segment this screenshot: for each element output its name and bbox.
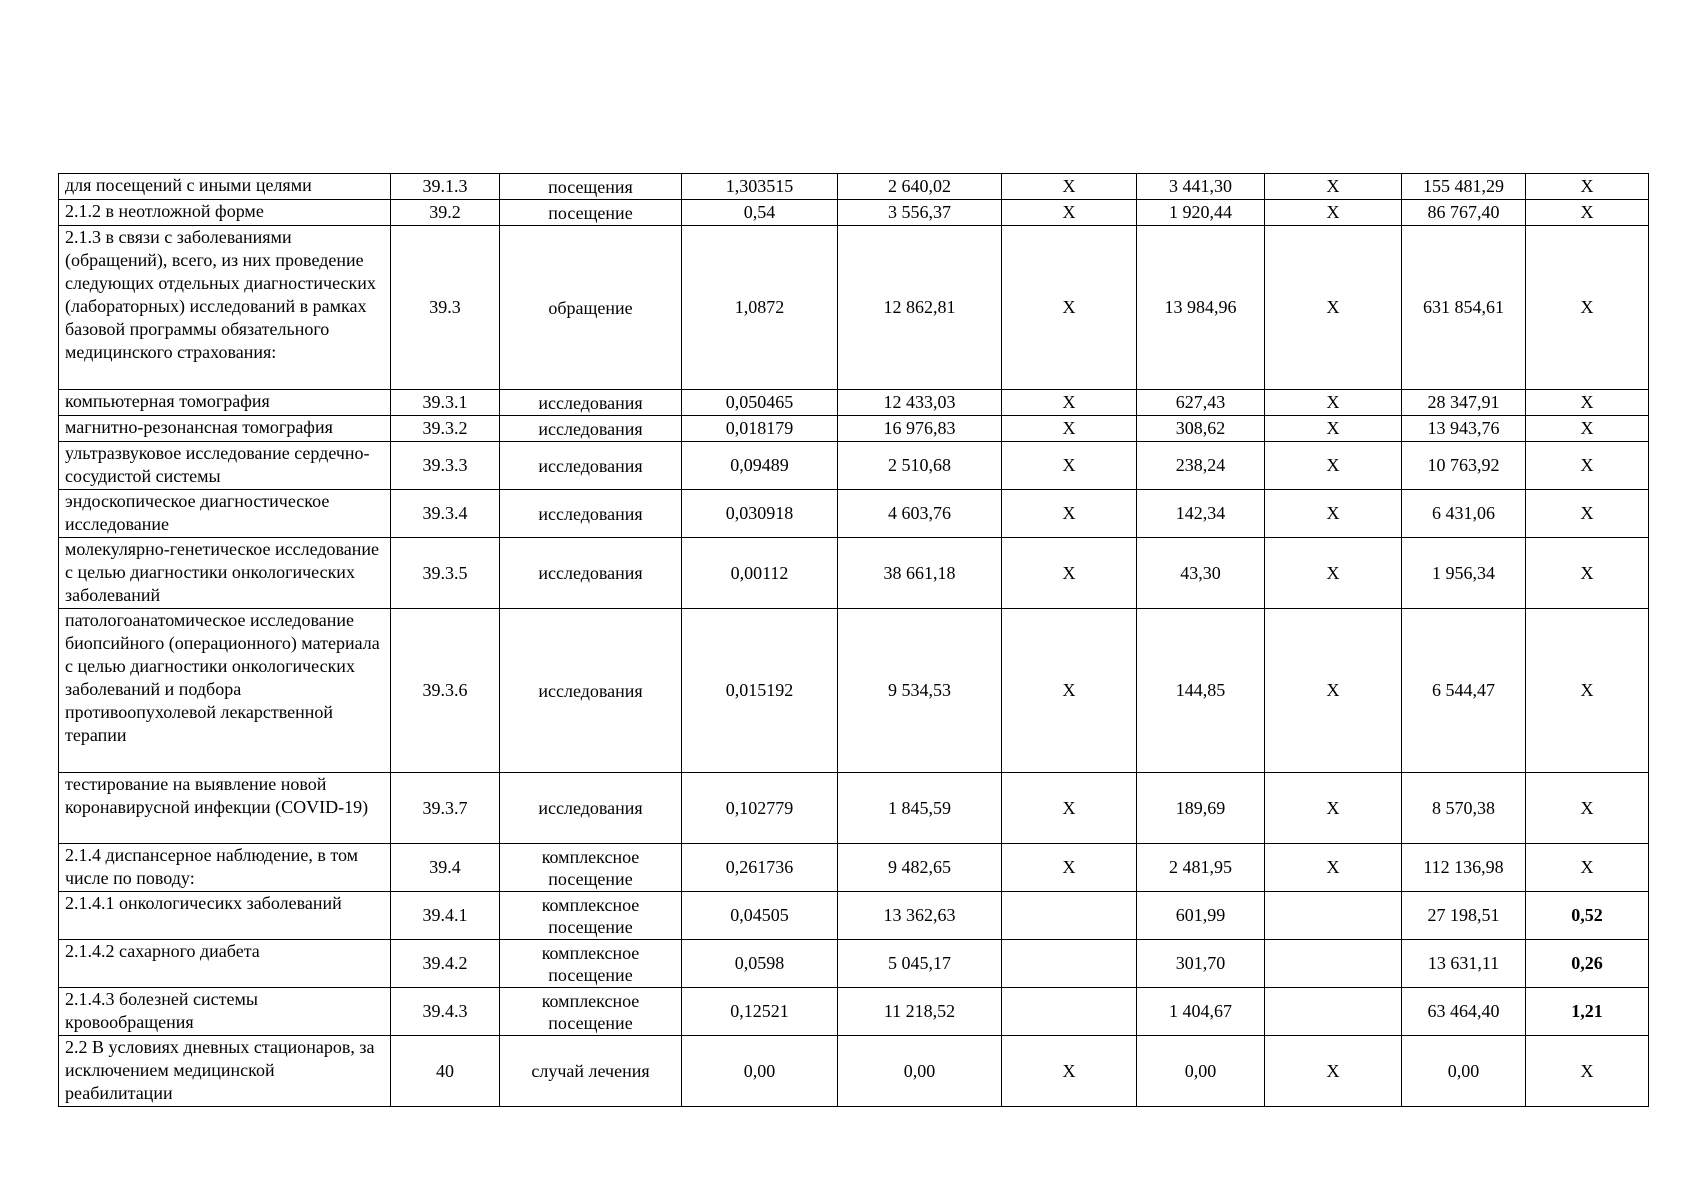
row-code-cell: 39.1.3 xyxy=(391,174,500,200)
oms-cost-cell: 238,24 xyxy=(1137,442,1265,490)
oms-total-cell: 63 464,40 xyxy=(1402,988,1526,1036)
budget-cost-cell: X xyxy=(1002,538,1137,609)
unit-cell: исследования xyxy=(500,442,682,490)
share-cell: X xyxy=(1526,226,1649,390)
cost-norm-cell: 12 433,03 xyxy=(838,390,1002,416)
indicator-name-cell: патологоанатомическое исследование биопсийного (операционного) материала с целью диагностики онкологических заболеваний и подбора противоопухолевой лекарственной терапии xyxy=(59,609,391,773)
budget-total-cell: X xyxy=(1265,538,1402,609)
unit-cell: комплексное посещение xyxy=(500,988,682,1036)
unit-cell: комплексное посещение xyxy=(500,892,682,940)
table-row xyxy=(59,773,1649,844)
unit-cell: посещения xyxy=(500,174,682,200)
share-cell: 1,21 xyxy=(1526,988,1649,1036)
share-cell: X xyxy=(1526,390,1649,416)
table-row xyxy=(59,1036,1649,1107)
volume-norm-cell: 0,12521 xyxy=(682,988,838,1036)
budget-cost-cell: X xyxy=(1002,200,1137,226)
budget-cost-cell: X xyxy=(1002,490,1137,538)
table-row xyxy=(59,538,1649,609)
oms-total-cell: 0,00 xyxy=(1402,1036,1526,1107)
share-cell: X xyxy=(1526,416,1649,442)
oms-cost-cell: 601,99 xyxy=(1137,892,1265,940)
share-cell: X xyxy=(1526,200,1649,226)
budget-total-cell: X xyxy=(1265,226,1402,390)
row-code-cell: 39.4.3 xyxy=(391,988,500,1036)
cost-norm-cell: 4 603,76 xyxy=(838,490,1002,538)
oms-cost-cell: 144,85 xyxy=(1137,609,1265,773)
oms-cost-cell: 308,62 xyxy=(1137,416,1265,442)
table-row xyxy=(59,940,1649,988)
oms-total-cell: 631 854,61 xyxy=(1402,226,1526,390)
volume-norm-cell: 0,030918 xyxy=(682,490,838,538)
row-code-cell: 39.4.1 xyxy=(391,892,500,940)
share-cell: X xyxy=(1526,773,1649,844)
volume-norm-cell: 0,09489 xyxy=(682,442,838,490)
indicator-name-cell: 2.2 В условиях дневных стационаров, за исключением медицинской реабилитации xyxy=(59,1036,391,1107)
tariff-table xyxy=(58,173,1649,1107)
oms-cost-cell: 2 481,95 xyxy=(1137,844,1265,892)
cost-norm-cell: 5 045,17 xyxy=(838,940,1002,988)
oms-cost-cell: 3 441,30 xyxy=(1137,174,1265,200)
unit-cell: комплексное посещение xyxy=(500,844,682,892)
table-row xyxy=(59,892,1649,940)
indicator-name-cell: 2.1.3 в связи с заболеваниями (обращений), всего, из них проведение следующих отдельных диагностических (лабораторных) исследований в рамках базовой программы обязательного медицинского страхования: xyxy=(59,226,391,390)
unit-cell: исследования xyxy=(500,773,682,844)
budget-cost-cell xyxy=(1002,940,1137,988)
cost-norm-cell: 38 661,18 xyxy=(838,538,1002,609)
volume-norm-cell: 0,00112 xyxy=(682,538,838,609)
volume-norm-cell: 0,04505 xyxy=(682,892,838,940)
budget-total-cell: X xyxy=(1265,1036,1402,1107)
row-code-cell: 39.3 xyxy=(391,226,500,390)
row-code-cell: 39.3.4 xyxy=(391,490,500,538)
oms-total-cell: 155 481,29 xyxy=(1402,174,1526,200)
table-row xyxy=(59,226,1649,390)
oms-cost-cell: 1 404,67 xyxy=(1137,988,1265,1036)
cost-norm-cell: 2 510,68 xyxy=(838,442,1002,490)
volume-norm-cell: 0,015192 xyxy=(682,609,838,773)
table-row xyxy=(59,416,1649,442)
budget-total-cell xyxy=(1265,940,1402,988)
budget-total-cell: X xyxy=(1265,609,1402,773)
budget-cost-cell xyxy=(1002,988,1137,1036)
row-code-cell: 39.3.2 xyxy=(391,416,500,442)
oms-cost-cell: 0,00 xyxy=(1137,1036,1265,1107)
cost-norm-cell: 3 556,37 xyxy=(838,200,1002,226)
table-body xyxy=(59,174,1649,1107)
budget-cost-cell: X xyxy=(1002,174,1137,200)
oms-cost-cell: 189,69 xyxy=(1137,773,1265,844)
oms-total-cell: 27 198,51 xyxy=(1402,892,1526,940)
budget-cost-cell xyxy=(1002,892,1137,940)
volume-norm-cell: 0,0598 xyxy=(682,940,838,988)
volume-norm-cell: 0,00 xyxy=(682,1036,838,1107)
volume-norm-cell: 0,261736 xyxy=(682,844,838,892)
cost-norm-cell: 2 640,02 xyxy=(838,174,1002,200)
indicator-name-cell: для посещений с иными целями xyxy=(59,174,391,200)
table-row xyxy=(59,174,1649,200)
row-code-cell: 40 xyxy=(391,1036,500,1107)
oms-total-cell: 28 347,91 xyxy=(1402,390,1526,416)
oms-cost-cell: 627,43 xyxy=(1137,390,1265,416)
share-cell: 0,52 xyxy=(1526,892,1649,940)
table-row xyxy=(59,200,1649,226)
row-code-cell: 39.3.7 xyxy=(391,773,500,844)
indicator-name-cell: тестирование на выявление новой коронавирусной инфекции (COVID-19) xyxy=(59,773,391,844)
table-row xyxy=(59,988,1649,1036)
oms-cost-cell: 13 984,96 xyxy=(1137,226,1265,390)
share-cell: X xyxy=(1526,538,1649,609)
row-code-cell: 39.4 xyxy=(391,844,500,892)
cost-norm-cell: 11 218,52 xyxy=(838,988,1002,1036)
unit-cell: исследования xyxy=(500,538,682,609)
cost-norm-cell: 0,00 xyxy=(838,1036,1002,1107)
budget-cost-cell: X xyxy=(1002,844,1137,892)
cost-norm-cell: 9 534,53 xyxy=(838,609,1002,773)
volume-norm-cell: 1,303515 xyxy=(682,174,838,200)
share-cell: X xyxy=(1526,174,1649,200)
cost-norm-cell: 13 362,63 xyxy=(838,892,1002,940)
budget-total-cell: X xyxy=(1265,416,1402,442)
budget-total-cell: X xyxy=(1265,442,1402,490)
volume-norm-cell: 0,018179 xyxy=(682,416,838,442)
oms-total-cell: 1 956,34 xyxy=(1402,538,1526,609)
budget-total-cell: X xyxy=(1265,200,1402,226)
table-row xyxy=(59,390,1649,416)
row-code-cell: 39.4.2 xyxy=(391,940,500,988)
unit-cell: обращение xyxy=(500,226,682,390)
budget-cost-cell: X xyxy=(1002,390,1137,416)
cost-norm-cell: 1 845,59 xyxy=(838,773,1002,844)
oms-total-cell: 13 631,11 xyxy=(1402,940,1526,988)
volume-norm-cell: 1,0872 xyxy=(682,226,838,390)
oms-cost-cell: 301,70 xyxy=(1137,940,1265,988)
budget-total-cell: X xyxy=(1265,773,1402,844)
row-code-cell: 39.3.3 xyxy=(391,442,500,490)
budget-total-cell xyxy=(1265,988,1402,1036)
cost-norm-cell: 12 862,81 xyxy=(838,226,1002,390)
oms-cost-cell: 1 920,44 xyxy=(1137,200,1265,226)
share-cell: X xyxy=(1526,490,1649,538)
oms-total-cell: 10 763,92 xyxy=(1402,442,1526,490)
unit-cell: исследования xyxy=(500,490,682,538)
cost-norm-cell: 16 976,83 xyxy=(838,416,1002,442)
indicator-name-cell: 2.1.4.1 онкологичесикх заболеваний xyxy=(59,892,391,940)
oms-total-cell: 6 544,47 xyxy=(1402,609,1526,773)
oms-total-cell: 13 943,76 xyxy=(1402,416,1526,442)
budget-cost-cell: X xyxy=(1002,442,1137,490)
share-cell: 0,26 xyxy=(1526,940,1649,988)
indicator-name-cell: эндоскопическое диагностическое исследование xyxy=(59,490,391,538)
indicator-name-cell: 2.1.2 в неотложной форме xyxy=(59,200,391,226)
budget-total-cell: X xyxy=(1265,390,1402,416)
indicator-name-cell: ультразвуковое исследование сердечно-сосудистой системы xyxy=(59,442,391,490)
oms-total-cell: 112 136,98 xyxy=(1402,844,1526,892)
budget-cost-cell: X xyxy=(1002,416,1137,442)
table-row xyxy=(59,609,1649,773)
oms-cost-cell: 142,34 xyxy=(1137,490,1265,538)
indicator-name-cell: молекулярно-генетическое исследование с целью диагностики онкологических заболеваний xyxy=(59,538,391,609)
unit-cell: посещение xyxy=(500,200,682,226)
indicator-name-cell: компьютерная томография xyxy=(59,390,391,416)
indicator-name-cell: 2.1.4.2 сахарного диабета xyxy=(59,940,391,988)
budget-cost-cell: X xyxy=(1002,773,1137,844)
row-code-cell: 39.3.1 xyxy=(391,390,500,416)
share-cell: X xyxy=(1526,844,1649,892)
volume-norm-cell: 0,102779 xyxy=(682,773,838,844)
share-cell: X xyxy=(1526,1036,1649,1107)
unit-cell: исследования xyxy=(500,390,682,416)
row-code-cell: 39.3.5 xyxy=(391,538,500,609)
table-row xyxy=(59,844,1649,892)
unit-cell: комплексное посещение xyxy=(500,940,682,988)
budget-total-cell xyxy=(1265,892,1402,940)
unit-cell: случай лечения xyxy=(500,1036,682,1107)
indicator-name-cell: магнитно-резонансная томография xyxy=(59,416,391,442)
budget-total-cell: X xyxy=(1265,844,1402,892)
budget-cost-cell: X xyxy=(1002,226,1137,390)
volume-norm-cell: 0,54 xyxy=(682,200,838,226)
volume-norm-cell: 0,050465 xyxy=(682,390,838,416)
unit-cell: исследования xyxy=(500,416,682,442)
table-row xyxy=(59,442,1649,490)
budget-total-cell: X xyxy=(1265,174,1402,200)
indicator-name-cell: 2.1.4.3 болезней системы кровообращения xyxy=(59,988,391,1036)
table-row xyxy=(59,490,1649,538)
indicator-name-cell: 2.1.4 диспансерное наблюдение, в том числе по поводу: xyxy=(59,844,391,892)
budget-total-cell: X xyxy=(1265,490,1402,538)
share-cell: X xyxy=(1526,609,1649,773)
oms-total-cell: 6 431,06 xyxy=(1402,490,1526,538)
row-code-cell: 39.3.6 xyxy=(391,609,500,773)
oms-total-cell: 8 570,38 xyxy=(1402,773,1526,844)
unit-cell: исследования xyxy=(500,609,682,773)
budget-cost-cell: X xyxy=(1002,609,1137,773)
oms-cost-cell: 43,30 xyxy=(1137,538,1265,609)
row-code-cell: 39.2 xyxy=(391,200,500,226)
oms-total-cell: 86 767,40 xyxy=(1402,200,1526,226)
share-cell: X xyxy=(1526,442,1649,490)
budget-cost-cell: X xyxy=(1002,1036,1137,1107)
cost-norm-cell: 9 482,65 xyxy=(838,844,1002,892)
